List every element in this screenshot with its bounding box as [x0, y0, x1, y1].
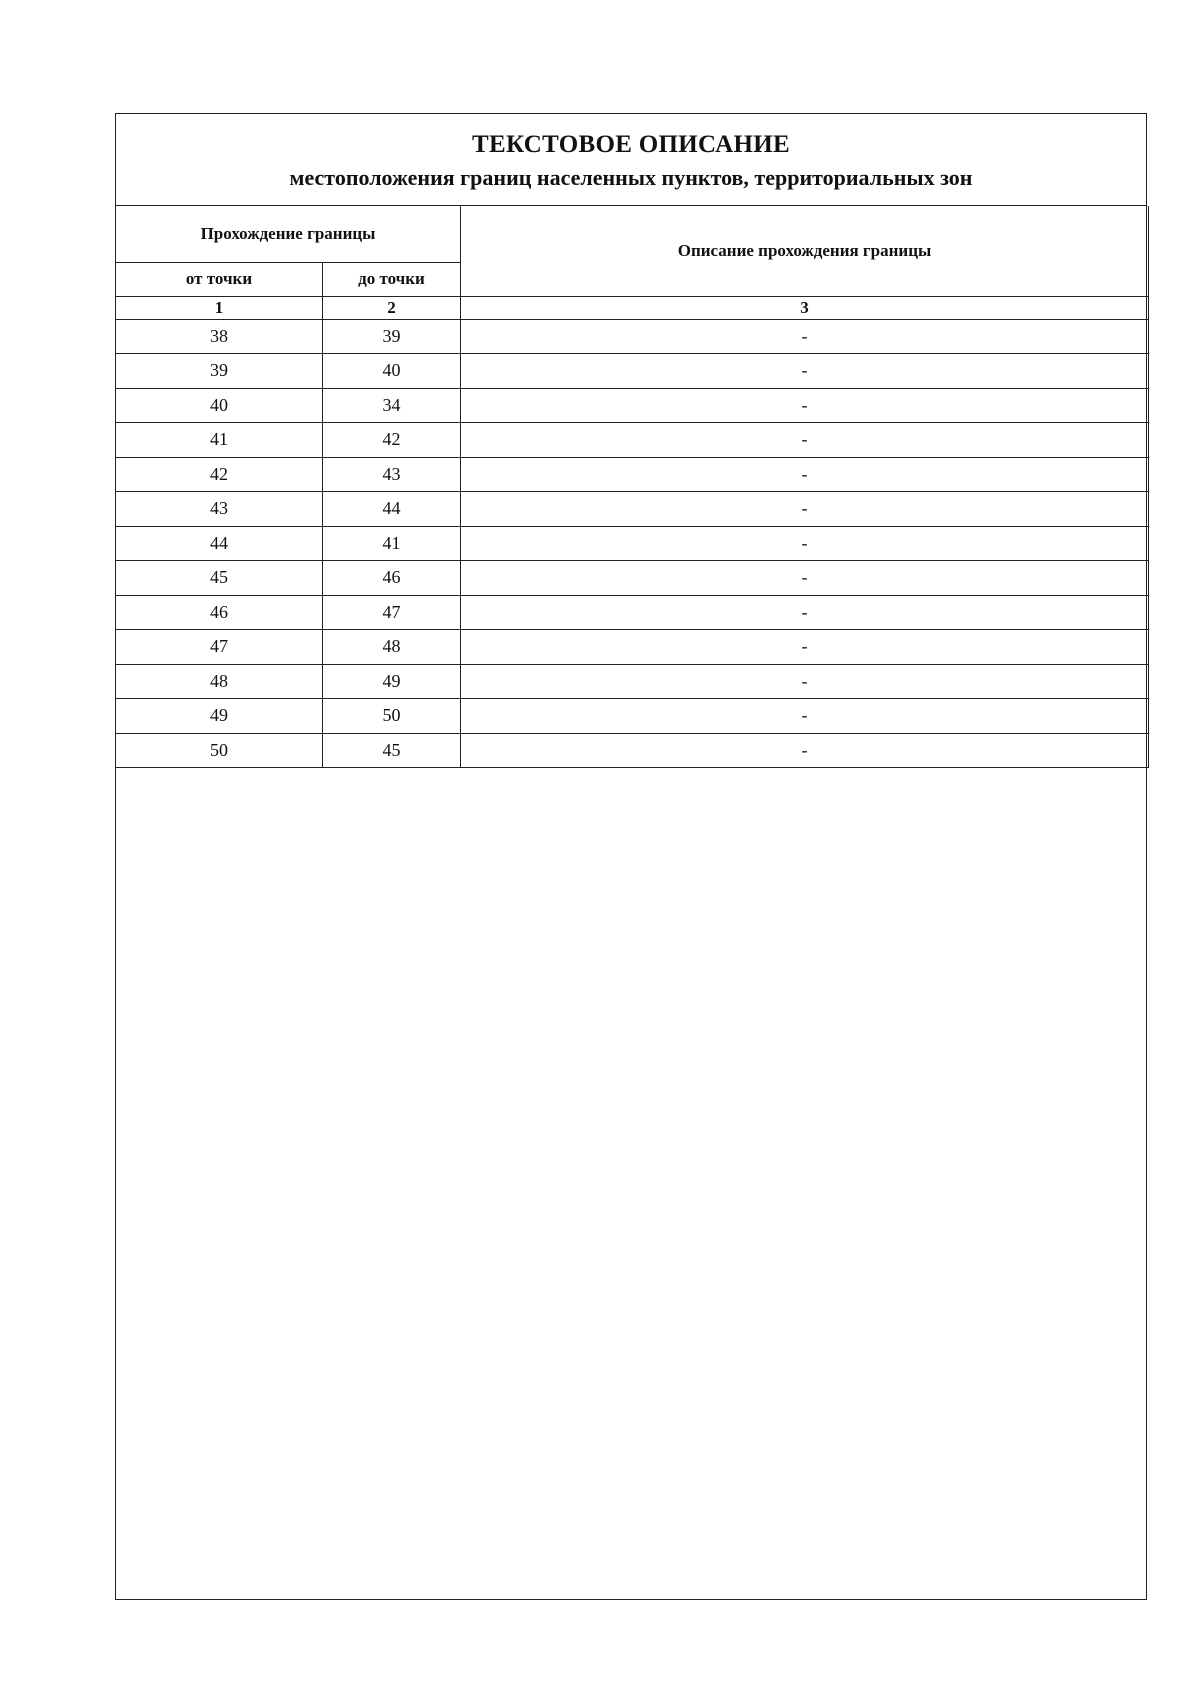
document-subtitle: местоположения границ населенных пунктов, территориальных зон: [289, 165, 973, 190]
table-row: [116, 699, 1149, 734]
description-cell: -: [461, 595, 1149, 630]
table-row: [116, 388, 1149, 423]
column-number-row: [116, 296, 1149, 319]
header-row-group: [116, 206, 1149, 262]
table-row: [116, 492, 1149, 527]
table-row: [116, 630, 1149, 665]
from-point-cell: 46: [116, 595, 323, 630]
from-point-cell: 48: [116, 664, 323, 699]
to-point-header: до точки: [323, 262, 461, 296]
table-row: [116, 354, 1149, 389]
to-point-cell: 47: [323, 595, 461, 630]
description-cell: -: [461, 526, 1149, 561]
to-point-cell: 45: [323, 733, 461, 768]
to-point-cell: 49: [323, 664, 461, 699]
from-point-cell: 39: [116, 354, 323, 389]
table-row: [116, 664, 1149, 699]
column-number: 3: [461, 296, 1149, 319]
from-point-cell: 43: [116, 492, 323, 527]
to-point-cell: 43: [323, 457, 461, 492]
from-point-cell: 41: [116, 423, 323, 458]
from-point-cell: 40: [116, 388, 323, 423]
from-point-cell: 50: [116, 733, 323, 768]
from-point-cell: 45: [116, 561, 323, 596]
from-point-cell: 42: [116, 457, 323, 492]
table-row: [116, 423, 1149, 458]
title-block: [116, 114, 1146, 206]
column-number: 1: [116, 296, 323, 319]
description-cell: -: [461, 492, 1149, 527]
description-cell: -: [461, 457, 1149, 492]
table-row: [116, 457, 1149, 492]
description-cell: -: [461, 561, 1149, 596]
document-title: ТЕКСТОВОЕ ОПИСАНИЕ: [472, 131, 790, 158]
table-row: [116, 595, 1149, 630]
from-point-cell: 38: [116, 319, 323, 354]
boundary-table: [115, 206, 1149, 768]
document-frame: [115, 113, 1147, 1600]
to-point-cell: 48: [323, 630, 461, 665]
table-row: [116, 733, 1149, 768]
column-number: 2: [323, 296, 461, 319]
description-cell: -: [461, 699, 1149, 734]
to-point-cell: 50: [323, 699, 461, 734]
description-cell: -: [461, 388, 1149, 423]
from-point-header: от точки: [116, 262, 323, 296]
from-point-cell: 47: [116, 630, 323, 665]
to-point-cell: 40: [323, 354, 461, 389]
to-point-cell: 46: [323, 561, 461, 596]
to-point-cell: 34: [323, 388, 461, 423]
description-cell: -: [461, 423, 1149, 458]
description-cell: -: [461, 630, 1149, 665]
description-cell: -: [461, 354, 1149, 389]
description-cell: -: [461, 664, 1149, 699]
to-point-cell: 39: [323, 319, 461, 354]
group-header: Прохождение границы: [116, 206, 461, 262]
from-point-cell: 44: [116, 526, 323, 561]
table-row: [116, 319, 1149, 354]
table-row: [116, 526, 1149, 561]
to-point-cell: 44: [323, 492, 461, 527]
from-point-cell: 49: [116, 699, 323, 734]
description-header: Описание прохождения границы: [461, 206, 1149, 296]
description-cell: -: [461, 319, 1149, 354]
description-cell: -: [461, 733, 1149, 768]
to-point-cell: 41: [323, 526, 461, 561]
table-header: [116, 206, 1149, 319]
table-row: [116, 561, 1149, 596]
to-point-cell: 42: [323, 423, 461, 458]
table-body: [116, 319, 1149, 768]
